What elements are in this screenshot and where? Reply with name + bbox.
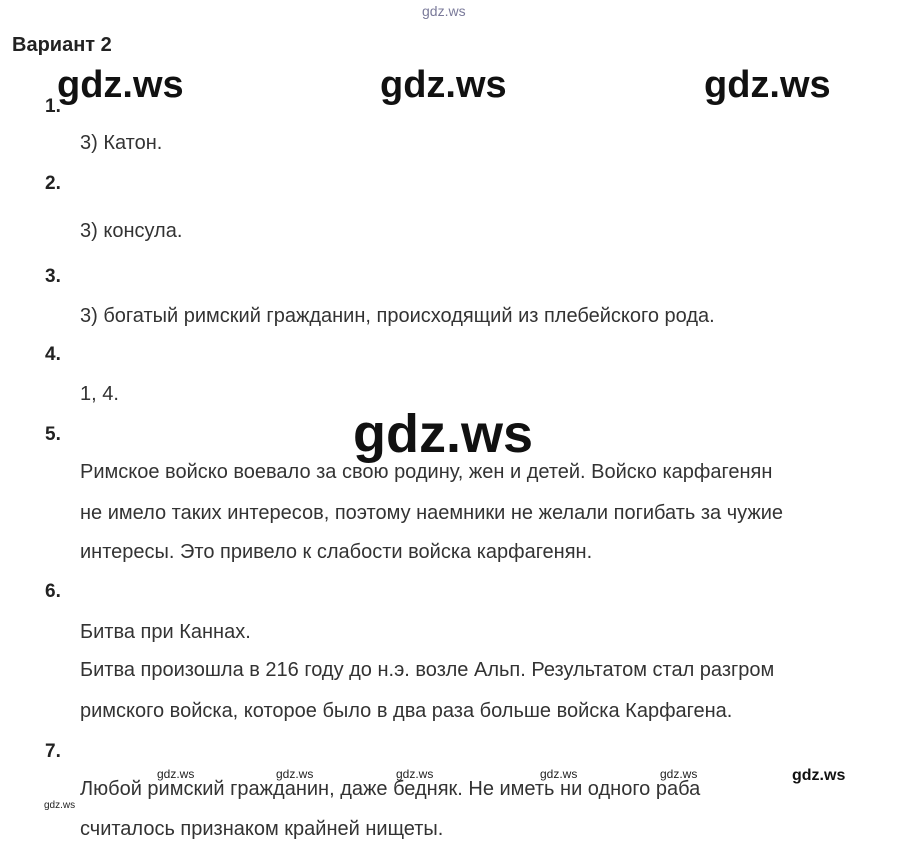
watermark-right: gdz.ws xyxy=(704,64,831,106)
answer-5-line-2: не имело таких интересов, поэтому наемники не желали погибать за чужие xyxy=(80,502,784,524)
watermark-left: gdz.ws xyxy=(57,64,184,106)
question-number-1: 1. xyxy=(45,96,61,117)
question-number-7: 7. xyxy=(45,741,61,762)
question-number-2: 2. xyxy=(45,173,61,194)
watermark-small-6: gdz.ws xyxy=(792,767,846,784)
answer-5-line-3: интересы. Это привело к слабости войска карфагенян. xyxy=(80,541,593,563)
answer-1-line-1: 3) Катон. xyxy=(80,132,163,154)
answer-6-line-3: римского войска, которое было в два раза больше войска Карфагена. xyxy=(80,700,733,722)
answer-5-line-1: Римское войско воевало за свою родину, жен и детей. Войско карфагенян xyxy=(80,461,773,483)
answer-7-line-1: Любой римский гражданин, даже бедняк. Не иметь ни одного раба xyxy=(80,778,701,800)
watermark-center: gdz.ws xyxy=(380,64,507,106)
answer-4-line-1: 1, 4. xyxy=(80,383,119,405)
answer-2-line-1: 3) консула. xyxy=(80,220,183,242)
answer-3-line-1: 3) богатый римский гражданин, происходящий из плебейского рода. xyxy=(80,305,715,327)
watermark-small-4: gdz.ws xyxy=(540,767,578,781)
answer-6-line-2: Битва произошла в 216 году до н.э. возле Альп. Результатом стал разгром xyxy=(80,659,775,681)
question-number-4: 4. xyxy=(45,344,61,365)
variant-title: Вариант 2 xyxy=(12,34,112,56)
question-number-3: 3. xyxy=(45,266,61,287)
watermark-small-5: gdz.ws xyxy=(660,767,698,781)
watermark-small-1: gdz.ws xyxy=(157,767,195,781)
watermark-middle: gdz.ws xyxy=(353,404,534,464)
watermark-top: gdz.ws xyxy=(422,3,466,19)
question-number-5: 5. xyxy=(45,424,61,445)
watermark-small-3: gdz.ws xyxy=(396,767,434,781)
answer-6-line-1: Битва при Каннах. xyxy=(80,621,251,643)
answer-7-line-2: считалось признаком крайней нищеты. xyxy=(80,818,444,840)
watermark-small-7: gdz.ws xyxy=(44,800,76,811)
watermark-small-2: gdz.ws xyxy=(276,767,314,781)
question-number-6: 6. xyxy=(45,581,61,602)
